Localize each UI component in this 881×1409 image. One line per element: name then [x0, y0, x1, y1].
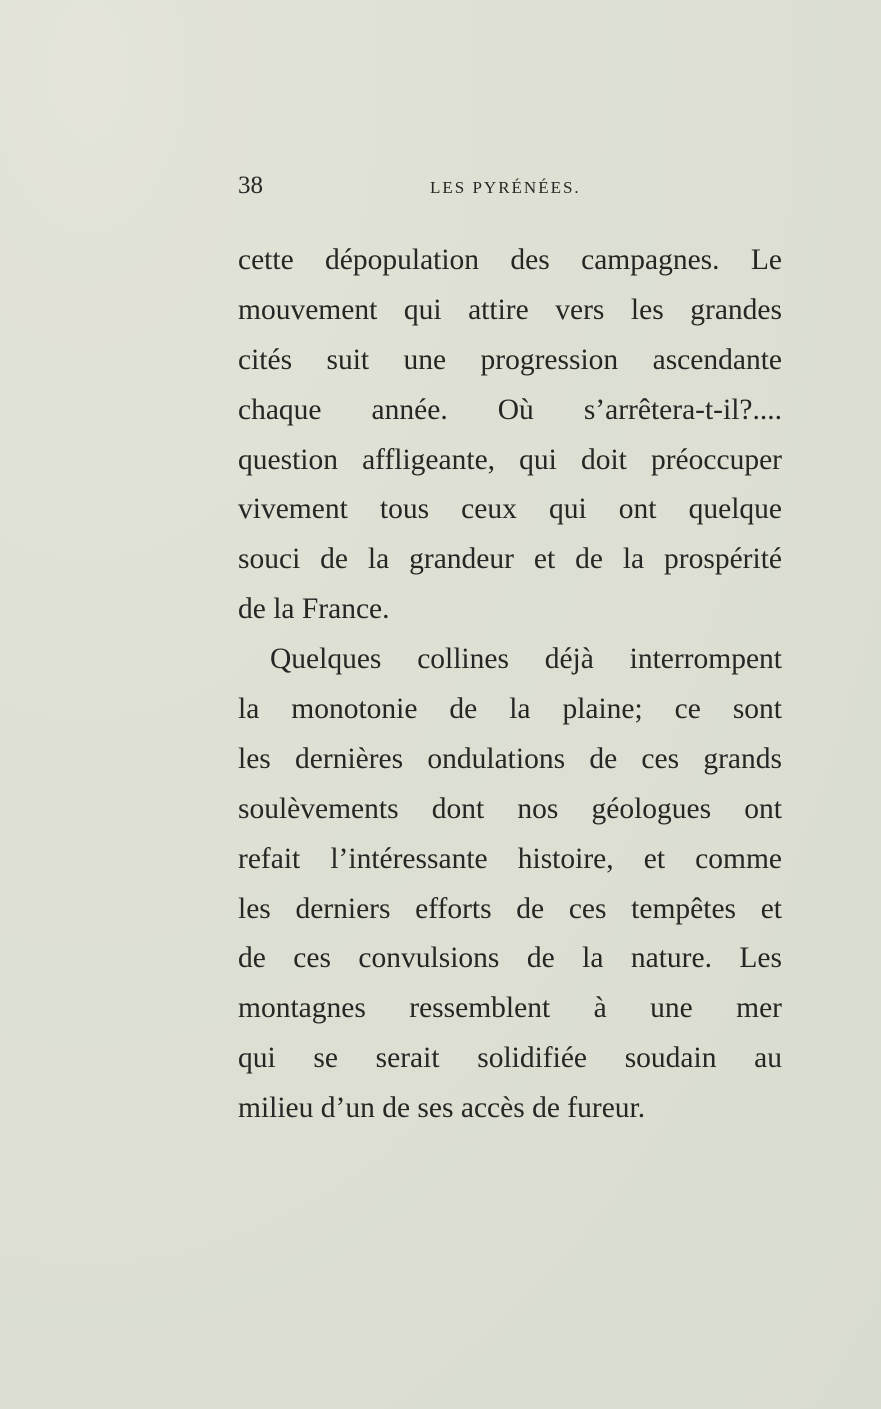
text-line: vivement tous ceux qui ont quelque — [238, 493, 782, 526]
text-line: les derniers efforts de ces tempêtes et — [238, 892, 782, 925]
body-text — [238, 236, 782, 1134]
text-line: cités suit une progression ascendante — [238, 343, 782, 376]
text-line: mouvement qui attire vers les grandes — [238, 293, 782, 326]
running-title: LES PYRÉNÉES. — [430, 178, 581, 197]
text-line: de ces convulsions de la nature. Les — [238, 942, 782, 975]
text-line: chaque année. Où s’arrêtera-t-il?.... — [238, 393, 782, 426]
text-line: milieu d’un de ses accès de fureur. — [238, 1092, 646, 1125]
text-line: Quelques collines déjà interrompent — [270, 643, 782, 676]
text-line: soulèvements dont nos géologues ont — [238, 792, 782, 825]
text-line: refait l’intéressante histoire, et comme — [238, 842, 782, 875]
text-line: souci de la grandeur et de la prospérité — [238, 543, 782, 576]
text-line: les dernières ondulations de ces grands — [238, 742, 782, 775]
text-line: question affligeante, qui doit préoccuper — [238, 443, 782, 476]
text-line: cette dépopulation des campagnes. Le — [238, 244, 782, 276]
page-number: 38 — [238, 172, 263, 199]
text-line: montagnes ressemblent à une mer — [238, 992, 782, 1025]
text-line: qui se serait solidifiée soudain au — [238, 1042, 782, 1075]
text-line: la monotonie de la plaine; ce sont — [238, 693, 782, 726]
text-line: de la France. — [238, 593, 390, 626]
